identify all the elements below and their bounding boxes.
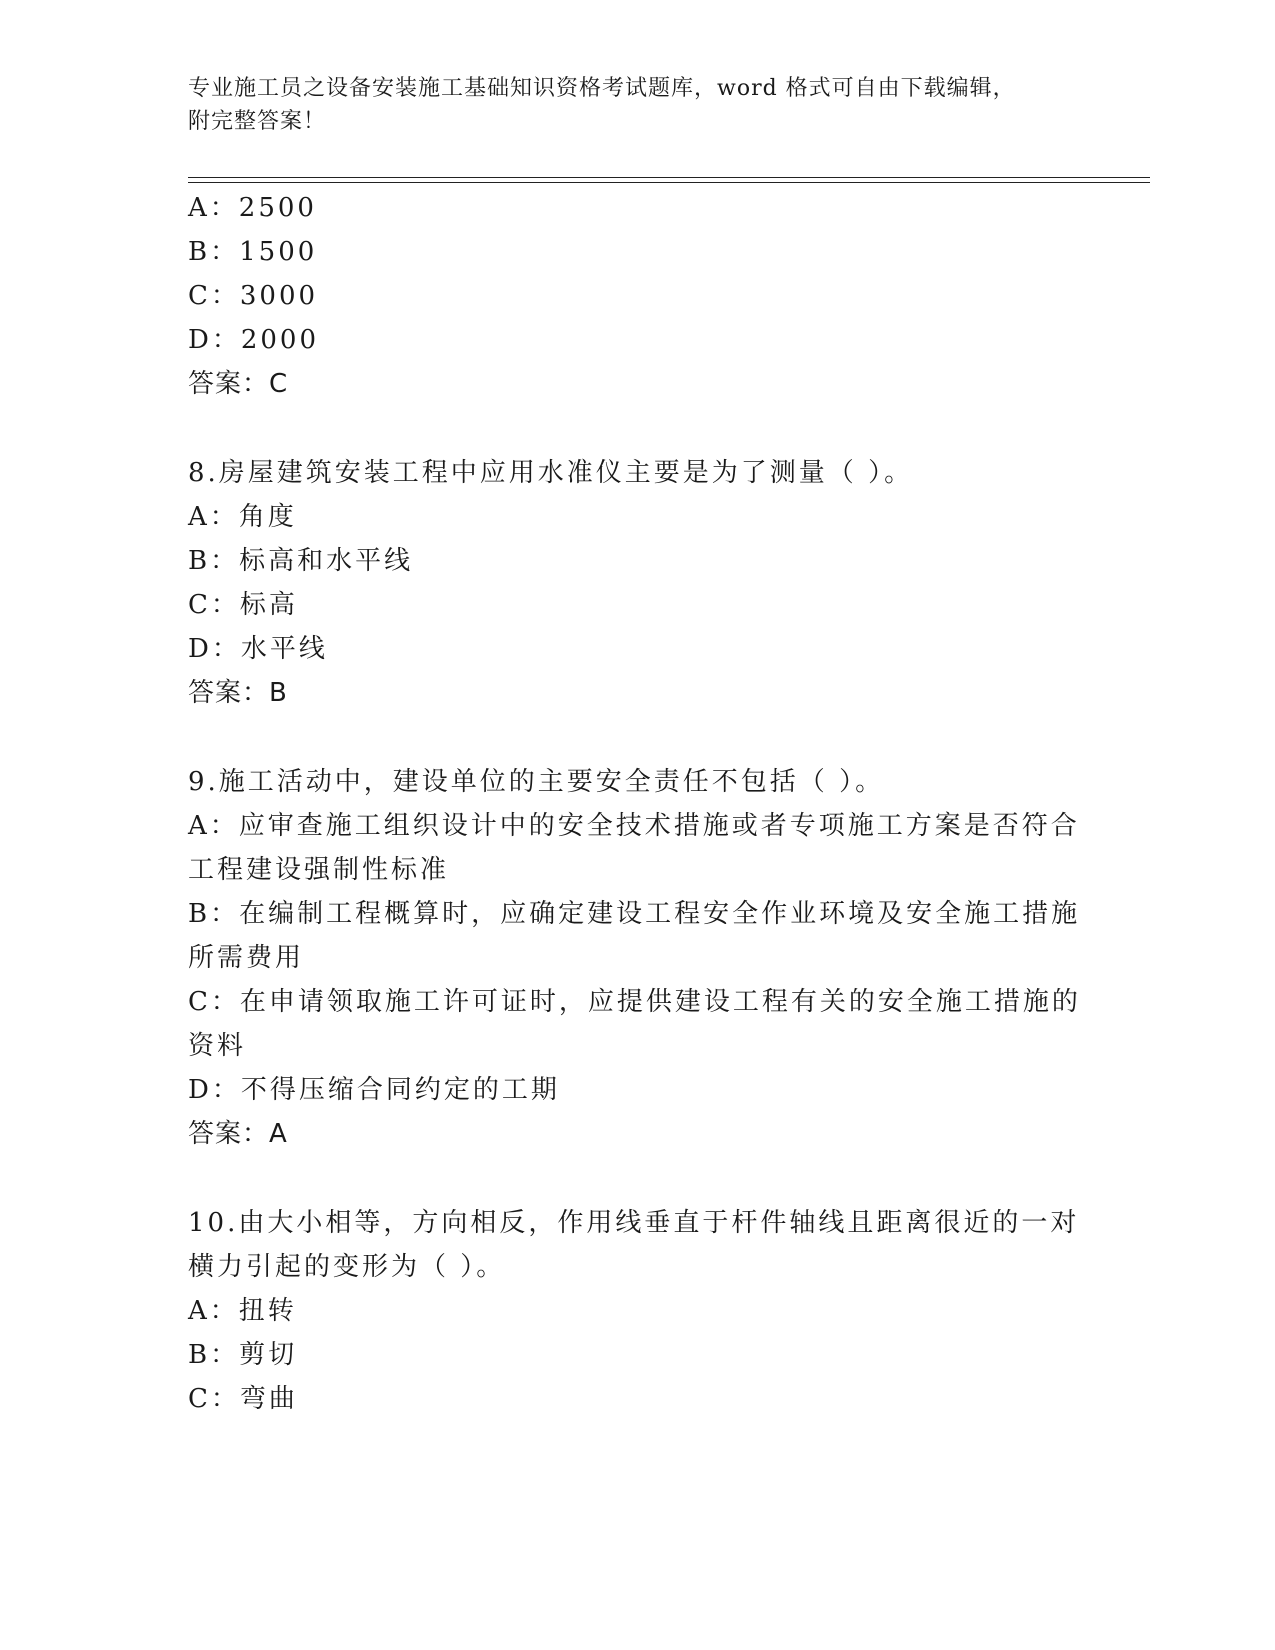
q9-option-d: D：不得压缩合同约定的工期 [188, 1075, 560, 1105]
q9-option-a-line-1: A：应审查施工组织设计中的安全技术措施或者专项施工方案是否符合 [188, 811, 1080, 841]
q10-option-c: C：弯曲 [188, 1384, 298, 1414]
q9-option-c-line-1: C：在申请领取施工许可证时，应提供建设工程有关的安全施工措施的 [188, 987, 1081, 1017]
header-rule-top [188, 177, 1150, 178]
q10-option-b: B：剪切 [188, 1340, 298, 1370]
q10-stem-line-2: 横力引起的变形为（ ）。 [188, 1252, 506, 1282]
q8-option-d: D：水平线 [188, 634, 328, 664]
header-title-line-1: 专业施工员之设备安装施工基础知识资格考试题库，word 格式可自由下载编辑， [188, 76, 1016, 101]
q7-option-a: A：2500 [188, 193, 317, 223]
q8-option-c: C：标高 [188, 590, 298, 620]
document-header [188, 72, 1068, 138]
q9-option-b-line-2: 所需费用 [188, 943, 305, 973]
q10-option-a: A：扭转 [188, 1296, 297, 1326]
q8-stem: 8.房屋建筑安装工程中应用水准仪主要是为了测量（ ）。 [188, 458, 914, 488]
header-rule-bottom [188, 182, 1150, 183]
q8-answer: 答案：B [188, 678, 288, 708]
q8-option-a: A：角度 [188, 502, 297, 532]
q7-answer: 答案：C [188, 369, 289, 399]
q7-option-b: B：1500 [188, 237, 318, 267]
header-title-line-2: 附完整答案！ [188, 109, 327, 134]
q7-option-c: C：3000 [188, 281, 319, 311]
q9-option-b-line-1: B：在编制工程概算时，应确定建设工程安全作业环境及安全施工措施 [188, 899, 1081, 929]
q7-option-d: D：2000 [188, 325, 320, 355]
q9-answer: 答案：A [188, 1119, 288, 1149]
q9-stem: 9.施工活动中，建设单位的主要安全责任不包括（ ）。 [188, 767, 885, 797]
q9-option-a-line-2: 工程建设强制性标准 [188, 855, 450, 885]
q10-stem-line-1: 10.由大小相等，方向相反，作用线垂直于杆件轴线且距离很近的一对 [188, 1208, 1080, 1238]
q8-option-b: B：标高和水平线 [188, 546, 414, 576]
q9-option-c-line-2: 资料 [188, 1031, 247, 1061]
